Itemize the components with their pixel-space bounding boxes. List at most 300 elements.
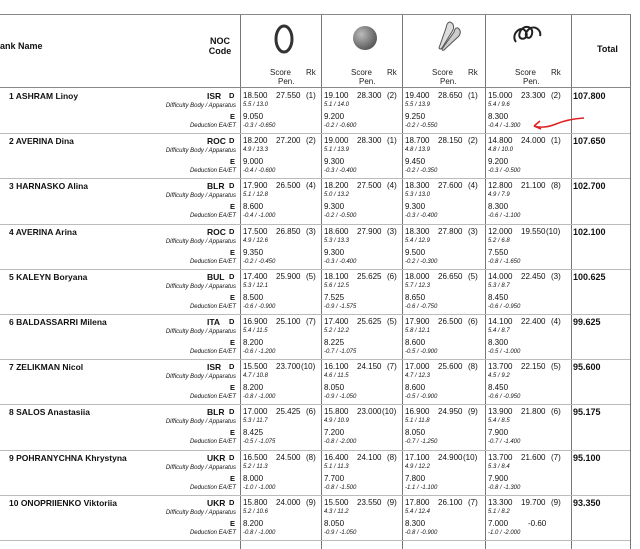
- app-rank: (1): [306, 91, 316, 100]
- row-divider: [0, 178, 630, 179]
- col-divider: [571, 14, 572, 549]
- e-score: 7.525: [324, 292, 345, 302]
- d-score: 17.000: [243, 407, 268, 417]
- difficulty-body-apparatus: 5.1 / 13.9: [324, 147, 350, 154]
- clubs-icon: [428, 18, 464, 54]
- e-score: 9.200: [324, 112, 345, 121]
- difficulty-body-apparatus: 5.4 / 12.9: [405, 237, 431, 244]
- deduction: -0.6 / -0.950: [488, 303, 521, 310]
- difficulty-label: Difficulty Body / Apparatus: [165, 509, 236, 516]
- total-score: 107.800: [573, 91, 606, 101]
- d-score: 19.100: [324, 91, 349, 100]
- app-score: 19.550: [521, 226, 546, 236]
- deduction: -0.4 / -0.600: [243, 168, 276, 175]
- difficulty-body-apparatus: 4.9 / 12.6: [243, 237, 269, 244]
- difficulty-label: Difficulty Body / Apparatus: [165, 374, 236, 381]
- rk-header: Rk: [551, 68, 561, 77]
- app-score: 22.150: [521, 362, 546, 372]
- noc-code: ROC: [207, 136, 226, 147]
- app-rank: (3): [551, 271, 561, 281]
- col-divider: [240, 14, 241, 549]
- deduction-label: Deduction EA/ET: [189, 303, 236, 310]
- app-score: 28.300: [357, 91, 382, 100]
- ribbon-icon: [510, 20, 546, 52]
- e-score: 9.300: [405, 202, 426, 212]
- noc-code: ISR: [207, 91, 222, 101]
- athlete-name: 2 AVERINA Dina: [9, 136, 74, 147]
- d-score: 15.500: [324, 497, 349, 507]
- app-score: 24.950: [438, 407, 463, 417]
- d-code: D: [229, 452, 235, 462]
- annotation-arrow: [528, 114, 588, 132]
- d-score: 19.000: [324, 136, 349, 146]
- d-score: 18.200: [324, 181, 349, 191]
- d-score: 17.400: [324, 317, 349, 326]
- d-score: 19.400: [405, 91, 430, 100]
- d-score: 15.000: [488, 91, 513, 100]
- difficulty-body-apparatus: 5.4 / 11.5: [243, 328, 268, 334]
- app-score: 21.100: [521, 181, 546, 191]
- deduction: -0.9 / -1.575: [324, 303, 357, 310]
- deduction: -0.7 / -1.400: [488, 439, 521, 446]
- app-score: 25.600: [438, 362, 463, 372]
- app-rank: (2): [551, 91, 561, 100]
- app-rank: (10): [463, 452, 478, 462]
- d-score: 17.500: [243, 226, 268, 236]
- e-label: E: [230, 157, 236, 167]
- row-divider: [0, 540, 630, 541]
- e-score: 8.200: [243, 338, 264, 347]
- difficulty-body-apparatus: 5.4 / 12.4: [405, 508, 431, 515]
- deduction: -0.8 / -1.300: [488, 484, 521, 491]
- athlete-name: 10 ONOPRIIENKO Viktoriia: [9, 497, 118, 508]
- app-score: 23.700: [276, 362, 301, 372]
- app-rank: (4): [468, 181, 478, 191]
- total-score: 95.100: [573, 452, 601, 463]
- rk-header: Rk: [468, 68, 478, 77]
- app-rank: (2): [387, 91, 397, 100]
- e-label: E: [230, 247, 236, 257]
- e-score: 9.450: [405, 157, 426, 167]
- noc-code: UKR: [207, 497, 226, 508]
- row-divider: [0, 359, 630, 360]
- app-score: 26.850: [276, 226, 301, 236]
- athlete-name: 8 SALOS Anastasiia: [9, 407, 90, 418]
- e-label: E: [230, 292, 236, 302]
- app-score: 22.400: [521, 317, 546, 326]
- e-score: 9.000: [243, 157, 264, 167]
- difficulty-body-apparatus: 5.3 / 12.1: [243, 282, 269, 289]
- deduction: -0.3 / -0.500: [488, 168, 521, 175]
- row-divider: [0, 404, 630, 405]
- app-score: 23.550: [357, 497, 382, 507]
- app-rank: (4): [387, 181, 397, 191]
- app-rank: (10): [382, 407, 397, 417]
- e-score: 8.650: [405, 292, 426, 302]
- app-rank: (1): [387, 136, 397, 146]
- d-code: D: [229, 407, 235, 417]
- e-score: 9.300: [324, 247, 345, 257]
- app-rank: (8): [387, 452, 397, 462]
- e-score: 8.600: [243, 202, 264, 212]
- total-score: 100.625: [573, 271, 606, 282]
- deduction: -0.6 / -0.950: [488, 394, 521, 401]
- app-score: 27.600: [438, 181, 463, 191]
- athlete-name: 1 ASHRAM Linoy: [9, 91, 79, 101]
- app-rank: (10): [546, 226, 561, 236]
- d-score: 16.400: [324, 452, 349, 462]
- app-score: 25.900: [276, 271, 301, 281]
- d-score: 12.800: [488, 181, 513, 191]
- deduction-label: Deduction EA/ET: [189, 123, 236, 129]
- difficulty-body-apparatus: 5.1 / 12.8: [243, 192, 269, 199]
- d-score: 18.700: [405, 136, 430, 146]
- d-score: 15.800: [324, 407, 349, 417]
- app-rank: (6): [468, 317, 478, 326]
- deduction: -0.3 / -0.400: [324, 258, 357, 265]
- total-score: 107.650: [573, 136, 606, 147]
- deduction: -0.8 / -1.000: [243, 394, 276, 401]
- difficulty-label: Difficulty Body / Apparatus: [165, 283, 236, 290]
- noc-code: BLR: [207, 181, 225, 192]
- difficulty-body-apparatus: 4.8 / 13.9: [405, 147, 431, 154]
- deduction: -0.2 / -0.350: [405, 168, 438, 175]
- difficulty-body-apparatus: 4.9 / 12.2: [405, 463, 431, 470]
- e-score: 7.900: [488, 473, 509, 483]
- e-score: 8.225: [324, 338, 345, 347]
- difficulty-body-apparatus: 4.5 / 9.2: [488, 373, 510, 380]
- deduction: -0.8 / -1.000: [243, 529, 276, 536]
- total-header: Total: [597, 44, 618, 54]
- d-score: 17.000: [405, 362, 430, 372]
- noc-code: UKR: [207, 452, 226, 463]
- app-rank: (9): [468, 407, 478, 417]
- total-score: 102.700: [573, 181, 606, 192]
- d-score: 16.900: [405, 407, 430, 417]
- e-score: 7.000: [488, 518, 509, 528]
- d-score: 18.300: [405, 226, 430, 236]
- app-score: 26.650: [438, 271, 463, 281]
- difficulty-body-apparatus: 5.1 / 11.3: [324, 463, 349, 470]
- difficulty-body-apparatus: 5.8 / 12.1: [405, 328, 431, 334]
- noc-code-header: NOC Code: [208, 36, 232, 56]
- difficulty-body-apparatus: 5.3 / 8.4: [488, 463, 510, 470]
- d-score: 18.200: [243, 136, 268, 146]
- deduction-label: Deduction EA/ET: [189, 349, 236, 355]
- deduction: -0.5 / -0.900: [405, 394, 438, 401]
- row-divider: [0, 314, 630, 315]
- app-score: 21.600: [521, 452, 546, 462]
- deduction: -0.6 / -1.100: [488, 213, 521, 220]
- total-score: 99.625: [573, 317, 601, 327]
- deduction: -0.3 / -0.400: [324, 168, 357, 175]
- rank-name-header: ank Name: [0, 41, 43, 51]
- app-score: 25.625: [357, 271, 382, 281]
- pen-header: Pen.: [278, 77, 295, 86]
- e-score: 7.800: [405, 473, 426, 483]
- e-score: 8.050: [324, 518, 345, 528]
- difficulty-body-apparatus: 4.9 / 10.9: [324, 418, 350, 425]
- d-score: 14.000: [488, 271, 513, 281]
- e-score: 8.300: [488, 202, 509, 212]
- d-score: 17.900: [243, 181, 268, 191]
- d-code: D: [229, 271, 235, 281]
- athlete-name: 6 BALDASSARRI Milena: [9, 317, 107, 327]
- e-score: 8.300: [405, 518, 426, 528]
- difficulty-label: Difficulty Body / Apparatus: [165, 464, 236, 471]
- difficulty-body-apparatus: 4.3 / 11.2: [324, 508, 349, 515]
- app-rank: (7): [551, 452, 561, 462]
- deduction: -0.5 / -0.900: [405, 349, 438, 355]
- deduction: -0.4 / -1.000: [243, 213, 276, 220]
- deduction: -0.3 / -0.400: [405, 213, 438, 220]
- difficulty-body-apparatus: 4.8 / 10.0: [488, 147, 514, 154]
- e-score: 9.050: [243, 112, 264, 121]
- difficulty-body-apparatus: 5.3 / 13.3: [324, 237, 350, 244]
- difficulty-body-apparatus: 5.3 / 13.0: [405, 192, 431, 199]
- deduction: -0.3 / -0.650: [243, 123, 276, 129]
- difficulty-label: Difficulty Body / Apparatus: [165, 193, 236, 200]
- d-score: 17.400: [243, 271, 268, 281]
- e-score: 8.200: [243, 518, 264, 528]
- difficulty-body-apparatus: 5.2 / 10.6: [243, 508, 269, 515]
- app-score: 27.200: [276, 136, 301, 146]
- e-score: 8.050: [405, 428, 426, 438]
- d-score: 18.000: [405, 271, 430, 281]
- app-score: 27.800: [438, 226, 463, 236]
- penalty: -0.60: [528, 518, 547, 528]
- app-score: 28.300: [357, 136, 382, 146]
- app-rank: (4): [306, 181, 316, 191]
- row-divider: [0, 269, 630, 270]
- deduction: -0.9 / -1.050: [324, 529, 357, 536]
- difficulty-body-apparatus: 5.2 / 11.3: [243, 463, 268, 470]
- deduction: -0.2 / -0.500: [324, 213, 357, 220]
- app-score: 28.150: [438, 136, 463, 146]
- d-score: 17.800: [405, 497, 430, 507]
- app-rank: (4): [551, 317, 561, 326]
- difficulty-body-apparatus: 5.4 / 8.5: [488, 418, 510, 425]
- difficulty-body-apparatus: 5.1 / 14.0: [324, 102, 350, 108]
- deduction: -1.1 / -1.100: [405, 484, 438, 491]
- deduction-label: Deduction EA/ET: [189, 484, 236, 491]
- app-score: 27.550: [276, 91, 301, 100]
- d-code: D: [229, 181, 235, 191]
- difficulty-label: Difficulty Body / Apparatus: [165, 148, 236, 155]
- difficulty-label: Difficulty Body / Apparatus: [165, 419, 236, 426]
- app-score: 26.100: [438, 497, 463, 507]
- difficulty-body-apparatus: 4.7 / 10.8: [243, 373, 269, 380]
- e-score: 7.550: [488, 247, 509, 257]
- deduction: -1.0 / -1.000: [243, 484, 276, 491]
- difficulty-body-apparatus: 5.3 / 8.7: [488, 282, 510, 289]
- e-score: 8.300: [488, 112, 509, 121]
- d-score: 13.700: [488, 452, 513, 462]
- e-label: E: [230, 383, 236, 393]
- d-code: D: [229, 362, 235, 372]
- row-divider: [0, 450, 630, 451]
- deduction: -0.5 / -1.000: [488, 349, 521, 355]
- row-divider: [0, 133, 630, 134]
- app-rank: (8): [306, 452, 316, 462]
- deduction: -0.8 / -1.500: [324, 484, 357, 491]
- difficulty-body-apparatus: 4.9 / 13.3: [243, 147, 269, 154]
- app-rank: (7): [468, 497, 478, 507]
- athlete-name: 5 KALEYN Boryana: [9, 271, 88, 282]
- deduction: -0.2 / -0.450: [243, 258, 276, 265]
- app-score: 25.100: [276, 317, 301, 326]
- app-rank: (1): [551, 136, 561, 146]
- d-score: 16.500: [243, 452, 268, 462]
- app-score: 19.700: [521, 497, 546, 507]
- app-score: 22.450: [521, 271, 546, 281]
- app-rank: (5): [551, 362, 561, 372]
- difficulty-label: Difficulty Body / Apparatus: [165, 103, 236, 109]
- d-code: D: [229, 317, 235, 326]
- d-score: 16.900: [243, 317, 268, 326]
- e-score: 9.500: [405, 247, 426, 257]
- difficulty-body-apparatus: 5.7 / 12.3: [405, 282, 431, 289]
- e-score: 9.350: [243, 247, 264, 257]
- e-label: E: [230, 112, 236, 121]
- e-score: 8.450: [488, 292, 509, 302]
- deduction: -0.7 / -1.250: [405, 439, 438, 446]
- d-code: D: [229, 136, 235, 146]
- e-score: 8.300: [488, 338, 509, 347]
- app-score: 26.500: [438, 317, 463, 326]
- e-score: 8.600: [405, 338, 426, 347]
- total-score: 95.175: [573, 407, 601, 418]
- athlete-name: 7 ZELIKMAN Nicol: [9, 362, 84, 373]
- difficulty-body-apparatus: 4.6 / 11.5: [324, 373, 349, 380]
- deduction: -0.6 / -0.900: [243, 303, 276, 310]
- score-header: Score: [270, 68, 291, 77]
- d-score: 18.600: [324, 226, 349, 236]
- ball-icon: [351, 24, 379, 52]
- app-rank: (1): [468, 91, 478, 100]
- d-score: 13.700: [488, 362, 513, 372]
- deduction: -0.2 / -0.600: [324, 123, 357, 129]
- total-score: 93.350: [573, 497, 601, 508]
- e-label: E: [230, 473, 236, 483]
- app-score: 23.300: [521, 91, 546, 100]
- d-code: D: [229, 226, 235, 236]
- app-rank: (6): [551, 407, 561, 417]
- deduction-label: Deduction EA/ET: [189, 529, 236, 536]
- deduction-label: Deduction EA/ET: [189, 168, 236, 175]
- d-code: D: [229, 91, 235, 100]
- pen-header: Pen.: [359, 77, 376, 86]
- difficulty-body-apparatus: 5.0 / 13.2: [324, 192, 350, 199]
- app-rank: (5): [306, 271, 316, 281]
- deduction: -0.2 / -0.550: [405, 123, 438, 129]
- app-score: 24.100: [357, 452, 382, 462]
- deduction: -0.7 / -1.075: [324, 349, 357, 355]
- noc-code: ITA: [207, 317, 221, 327]
- app-score: 23.000: [357, 407, 382, 417]
- col-divider: [485, 14, 486, 549]
- app-rank: (6): [387, 271, 397, 281]
- e-score: 8.425: [243, 428, 264, 438]
- d-score: 15.800: [243, 497, 268, 507]
- col-divider: [630, 14, 631, 549]
- deduction: -0.8 / -1.650: [488, 258, 521, 265]
- total-score: 95.600: [573, 362, 601, 373]
- col-divider: [402, 14, 403, 549]
- table-top-border: [0, 14, 630, 15]
- app-score: 25.425: [276, 407, 301, 417]
- pen-header: Pen.: [523, 77, 540, 86]
- e-score: 7.900: [488, 428, 509, 438]
- difficulty-label: Difficulty Body / Apparatus: [165, 238, 236, 245]
- deduction-label: Deduction EA/ET: [189, 258, 236, 265]
- d-score: 17.100: [405, 452, 430, 462]
- e-score: 8.050: [324, 383, 345, 393]
- difficulty-body-apparatus: 5.6 / 12.5: [324, 282, 350, 289]
- app-rank: (9): [306, 497, 316, 507]
- app-rank: (7): [387, 362, 397, 372]
- app-score: 28.650: [438, 91, 463, 100]
- app-score: 24.900: [438, 452, 463, 462]
- d-score: 13.900: [488, 407, 513, 417]
- rk-header: Rk: [306, 68, 316, 77]
- app-score: 21.800: [521, 407, 546, 417]
- d-score: 15.500: [243, 362, 268, 372]
- d-score: 18.500: [243, 91, 268, 100]
- e-score: 9.250: [405, 112, 426, 121]
- deduction-label: Deduction EA/ET: [189, 213, 236, 220]
- e-score: 9.300: [324, 157, 345, 167]
- difficulty-body-apparatus: 5.1 / 11.8: [405, 418, 430, 425]
- d-score: 16.100: [324, 362, 349, 372]
- difficulty-body-apparatus: 5.1 / 8.2: [488, 508, 510, 515]
- row-divider: [0, 224, 630, 225]
- deduction: -0.6 / -0.750: [405, 303, 438, 310]
- rk-header: Rk: [387, 68, 397, 77]
- d-score: 14.800: [488, 136, 513, 146]
- e-score: 7.700: [324, 473, 345, 483]
- e-label: E: [230, 428, 236, 438]
- noc-code: ROC: [207, 226, 226, 237]
- score-header: Score: [432, 68, 453, 77]
- app-rank: (7): [306, 317, 316, 326]
- app-rank: (3): [468, 226, 478, 236]
- header-bottom-border: [0, 87, 630, 88]
- difficulty-body-apparatus: 5.4 / 9.6: [488, 102, 510, 108]
- app-rank: (3): [306, 226, 316, 236]
- d-score: 14.100: [488, 317, 513, 326]
- deduction: -0.5 / -1.075: [243, 439, 276, 446]
- deduction: -0.9 / -1.050: [324, 394, 357, 401]
- score-header: Score: [515, 68, 536, 77]
- e-score: 8.000: [243, 473, 264, 483]
- app-rank: (2): [468, 136, 478, 146]
- difficulty-body-apparatus: 5.2 / 12.2: [324, 328, 350, 334]
- pen-header: Pen.: [440, 77, 457, 86]
- app-rank: (2): [306, 136, 316, 146]
- app-rank: (3): [387, 226, 397, 236]
- col-divider: [321, 14, 322, 549]
- app-score: 24.000: [276, 497, 301, 507]
- e-score: 8.450: [488, 383, 509, 393]
- d-code: D: [229, 497, 235, 507]
- e-score: 9.200: [488, 157, 509, 167]
- app-rank: (10): [301, 362, 316, 372]
- deduction: -1.0 / -2.000: [488, 529, 521, 536]
- deduction-label: Deduction EA/ET: [189, 394, 236, 401]
- app-score: 27.500: [357, 181, 382, 191]
- app-score: 24.500: [276, 452, 301, 462]
